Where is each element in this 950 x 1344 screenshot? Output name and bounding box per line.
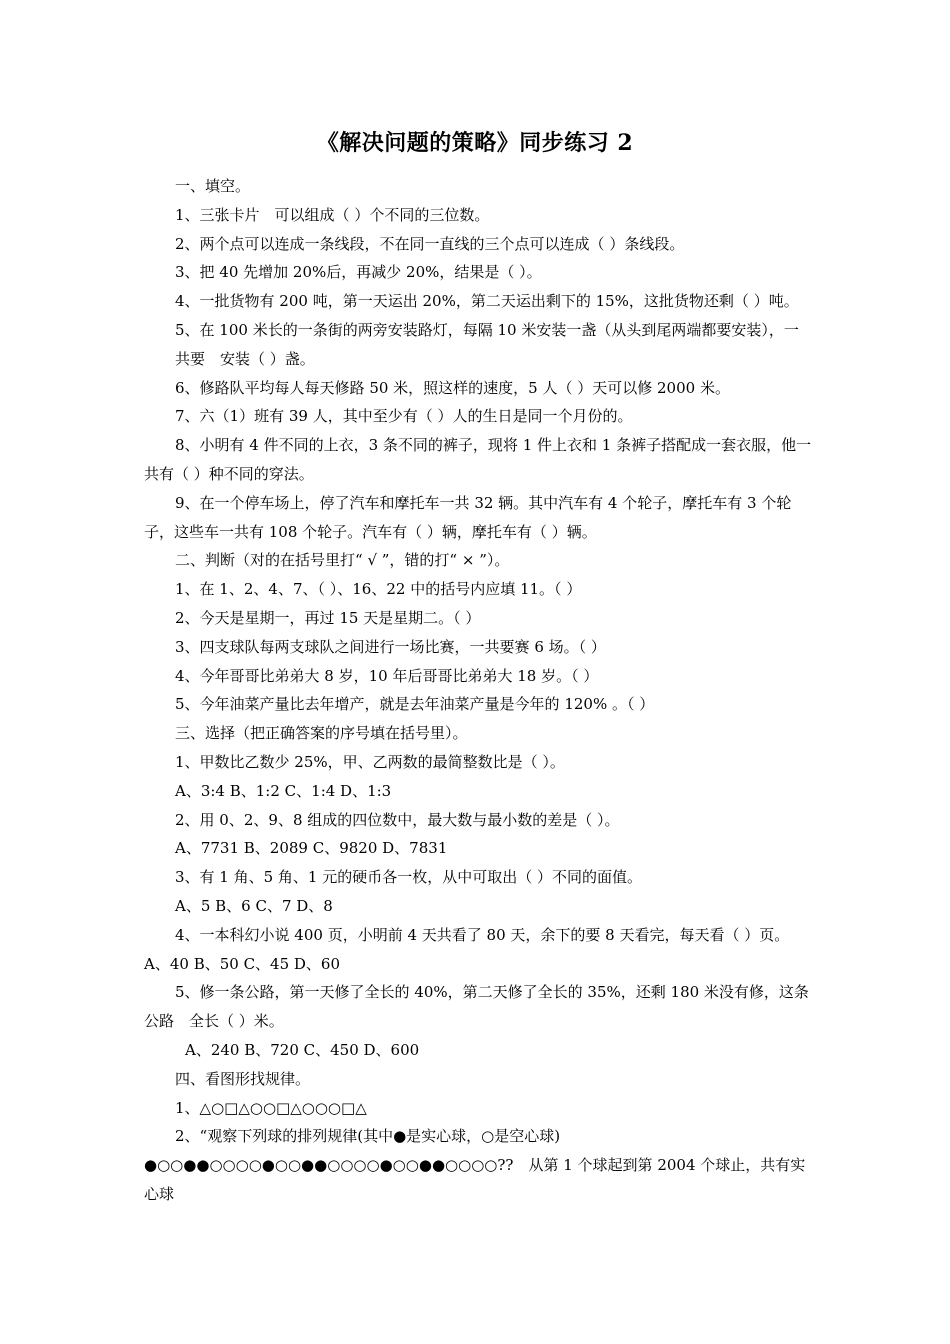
question-text: 1、三张卡片 可以组成（ ）个不同的三位数。 <box>175 205 490 224</box>
question-text: 2、用 0、2、9、8 组成的四位数中，最大数与最小数的差是（ ）。 <box>175 810 620 829</box>
question-text: 1、甲数比乙数少 25%，甲、乙两数的最简整数比是（ ）。 <box>175 752 565 771</box>
question-text: 1、在 1、2、4、7、（ ）、16、22 中的括号内应填 11。（ ） <box>175 580 582 599</box>
question-text: 3、把 40 先增加 20%后，再减少 20%，结果是（ ）。 <box>175 263 542 282</box>
question-text: 8、小明有 4 件不同的上衣，3 条不同的裤子，现将 1 件上衣和 1 条裤子搭配成一套衣服，他一共有（ ）种不同的穿法。 <box>144 436 812 483</box>
answer-options: A、3:4 B、1:2 C、1:4 D、1:3 <box>175 781 392 800</box>
section-heading-multiple-choice: 三、选择（把正确答案的序号填在括号里）。 <box>175 724 468 743</box>
question-text: 5、修一条公路，第一天修了全长的 40%，第二天修了全长的 35%，还剩 180 米没有修，这条公路 全长（ ）米。 <box>144 983 809 1031</box>
question-text: 5、今年油菜产量比去年增产，就是去年油菜产量是今年的 120% 。（ ） <box>175 695 655 714</box>
question-text: 4、今年哥哥比弟弟大 8 岁，10 年后哥哥比弟弟大 18 岁。（ ） <box>175 666 599 685</box>
question-text: 2、两个点可以连成一条线段，不在同一直线的三个点可以连成（ ）条线段。 <box>175 234 685 253</box>
question-text: 2、“观察下列球的排列规律(其中●是实心球，○是空心球) ●○○●●○○○○●○○●●○○○○●○○●●○○○○?? 从第 1 个球起到第 2004 个球止，共有实心球 <box>144 1127 806 1203</box>
question-text: 7、六（1）班有 39 人，其中至少有（ ）人的生日是同一个月份的。 <box>175 407 633 426</box>
question-text: 2、今天是星期一，再过 15 天是星期二。（ ） <box>175 608 481 627</box>
document-body <box>144 172 812 1209</box>
question-text: 5、在 100 米长的一条街的两旁安装路灯，每隔 10 米安装一盏（从头到尾两端都要安装），一共要 安装（ ）盏。 <box>175 320 799 368</box>
question-text: 4、一本科幻小说 400 页，小明前 4 天共看了 80 天，余下的要 8 天看完，每天看（ ）页。 A、40 B、50 C、45 D、60 <box>144 925 797 973</box>
question-text: 4、一批货物有 200 吨，第一天运出 20%，第二天运出剩下的 15%，这批货物还剩（ ）吨。 <box>175 292 799 311</box>
section-heading-patterns: 四、看图形找规律。 <box>175 1069 311 1088</box>
question-text: 3、四支球队每两支球队之间进行一场比赛，一共要赛 6 场。（ ） <box>175 637 606 656</box>
question-text: 3、有 1 角、5 角、1 元的硬币各一枚，从中可取出（ ）不同的面值。 <box>175 868 643 887</box>
answer-options: A、240 B、720 C、450 D、600 <box>185 1040 420 1059</box>
section-heading-true-false: 二、判断（对的在括号里打“ √ ”，错的打“ × ”）。 <box>175 551 510 570</box>
question-text: 9、在一个停车场上，停了汽车和摩托车一共 32 辆。其中汽车有 4 个轮子，摩托车有 3 个轮子，这些车一共有 108 个轮子。汽车有（ ）辆，摩托车有（ ）辆。 <box>144 493 792 541</box>
answer-options: A、5 B、6 C、7 D、8 <box>175 896 333 915</box>
section-heading-fill-in: 一、填空。 <box>175 177 251 195</box>
question-text: 6、修路队平均每人每天修路 50 米，照这样的速度，5 人（ ）天可以修 2000 米。 <box>175 378 730 397</box>
answer-options: A、7731 B、2089 C、9820 D、7831 <box>175 839 448 858</box>
page-title: 《解决问题的策略》同步练习 2 <box>316 130 634 156</box>
question-text: 1、△○□△○○□△○○○□△ <box>175 1098 367 1117</box>
